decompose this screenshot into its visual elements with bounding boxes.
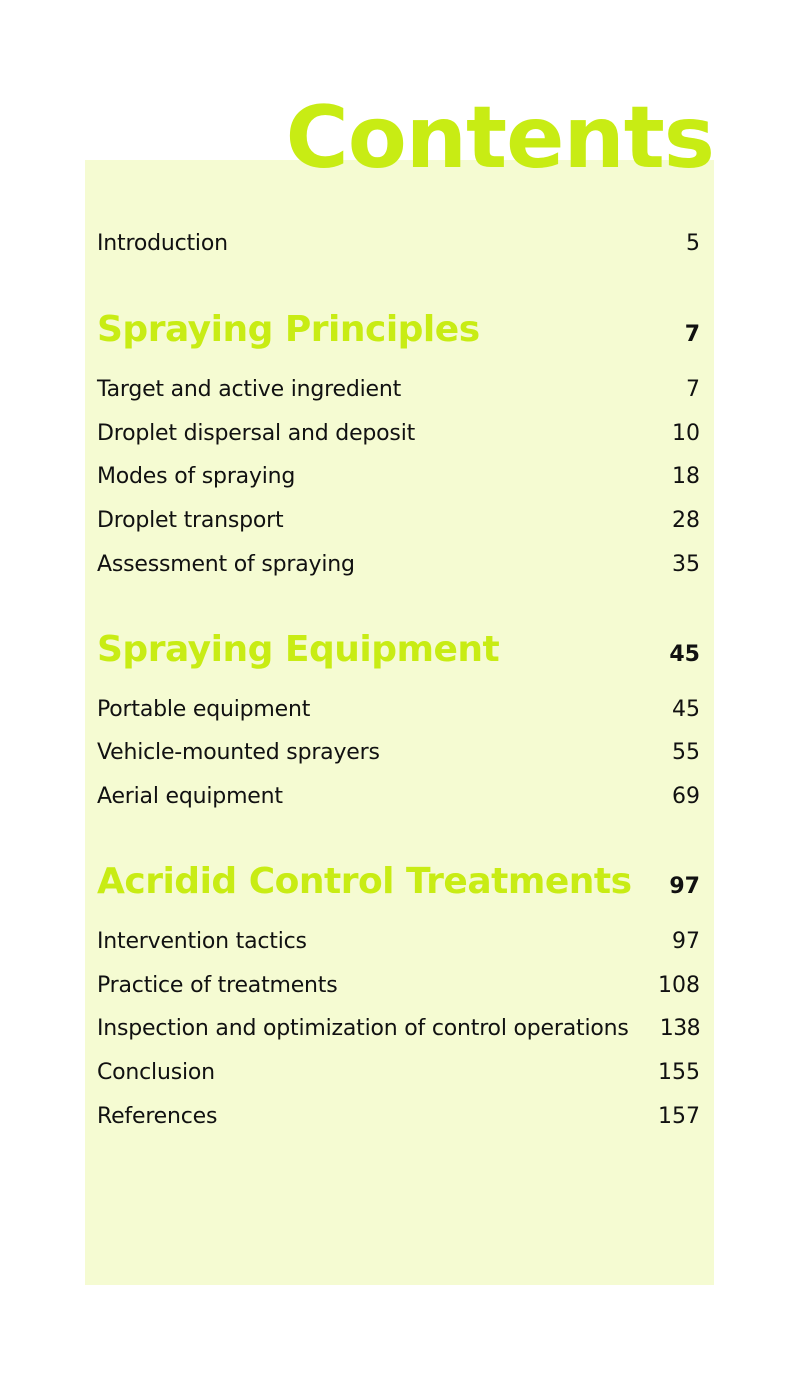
toc-entry-page: 155 bbox=[658, 1060, 700, 1085]
toc-entry[interactable] bbox=[97, 463, 700, 491]
toc-section-spraying-principles[interactable] bbox=[97, 308, 700, 357]
toc-entry-page: 18 bbox=[672, 464, 700, 489]
toc-entry-page: 55 bbox=[672, 740, 700, 765]
toc-entry-page: 157 bbox=[658, 1104, 700, 1129]
toc-entry[interactable] bbox=[97, 1103, 700, 1131]
toc-entry-label: Inspection and optimization of control operations bbox=[97, 1016, 629, 1041]
toc-entry-label: Target and active ingredient bbox=[97, 377, 402, 402]
toc-entry[interactable] bbox=[97, 376, 700, 404]
toc-entry[interactable] bbox=[97, 739, 700, 767]
toc-entry-label: Intervention tactics bbox=[97, 929, 307, 954]
page-title: Contents bbox=[285, 88, 714, 188]
toc-section-spraying-equipment[interactable] bbox=[97, 628, 700, 677]
toc-entry-label: Introduction bbox=[97, 231, 228, 256]
toc-entry[interactable] bbox=[97, 551, 700, 579]
toc-entry-page: 7 bbox=[686, 377, 700, 402]
toc-entry-label: Modes of spraying bbox=[97, 464, 296, 489]
toc-entry-page: 45 bbox=[672, 697, 700, 722]
toc-entry-label: Droplet dispersal and deposit bbox=[97, 421, 416, 446]
toc-entry-page: 108 bbox=[658, 973, 700, 998]
toc-entry-label: Portable equipment bbox=[97, 697, 311, 722]
toc-entry[interactable] bbox=[97, 928, 700, 956]
toc-section-title: Spraying Principles bbox=[97, 309, 480, 350]
toc-entry[interactable] bbox=[97, 972, 700, 1000]
toc-entry-page: 35 bbox=[672, 552, 700, 577]
toc-entry-page: 97 bbox=[672, 929, 700, 954]
toc-section-title: Spraying Equipment bbox=[97, 629, 500, 670]
toc-entry[interactable] bbox=[97, 783, 700, 811]
toc-entry-label: Practice of treatments bbox=[97, 973, 338, 998]
toc-entry-page: 5 bbox=[686, 231, 700, 256]
toc-entry[interactable] bbox=[97, 507, 700, 535]
toc-entry-label: References bbox=[97, 1104, 218, 1129]
toc-entry[interactable] bbox=[97, 420, 700, 448]
toc-section-title: Acridid Control Treatments bbox=[97, 861, 632, 902]
toc-entry-introduction[interactable] bbox=[97, 230, 700, 258]
toc-section-page: 7 bbox=[684, 322, 700, 347]
toc-entry-label: Assessment of spraying bbox=[97, 552, 355, 577]
toc-entry-label: Vehicle-mounted sprayers bbox=[97, 740, 380, 765]
toc-entry-label: Droplet transport bbox=[97, 508, 284, 533]
toc-section-page: 45 bbox=[669, 642, 700, 667]
toc-entry-page: 138 bbox=[659, 1016, 700, 1041]
toc-entry-page: 10 bbox=[672, 421, 700, 446]
toc-entry[interactable] bbox=[97, 1015, 700, 1043]
toc-entry-page: 28 bbox=[672, 508, 700, 533]
toc-section-acridid-control-treatments[interactable] bbox=[97, 860, 700, 909]
toc-section-page: 97 bbox=[669, 874, 700, 899]
toc-entry-label: Aerial equipment bbox=[97, 784, 283, 809]
toc-entry-page: 69 bbox=[672, 784, 700, 809]
toc-entry[interactable] bbox=[97, 696, 700, 724]
toc-entry-label: Conclusion bbox=[97, 1060, 215, 1085]
toc-entry[interactable] bbox=[97, 1059, 700, 1087]
